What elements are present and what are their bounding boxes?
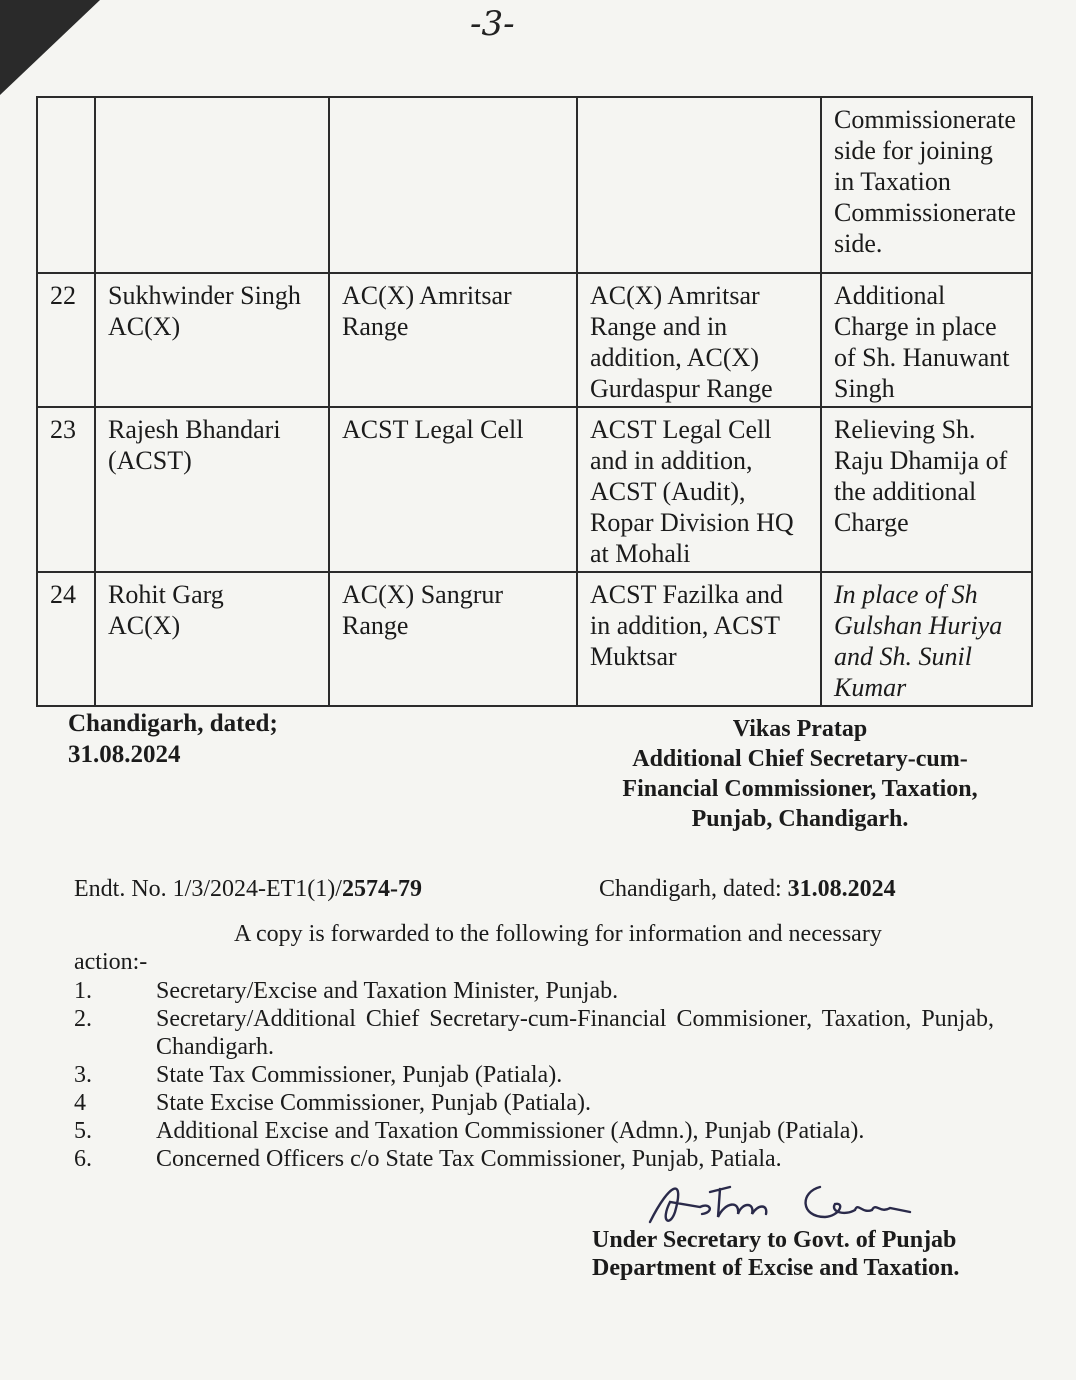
cell-line: in addition, ACST <box>590 611 780 640</box>
cell-line: AC(X) <box>108 312 181 341</box>
cell-line: side for joining <box>834 136 993 165</box>
cell-line: ACST Fazilka and <box>590 580 784 609</box>
list-item <box>74 977 994 1005</box>
list-item-text: State Tax Commissioner, Punjab (Patiala). <box>156 1062 563 1088</box>
cell-line: side. <box>834 229 883 258</box>
endorsement-date-bold: 31.08.2024 <box>787 876 896 902</box>
cell-line: ACST Legal Cell <box>342 415 524 444</box>
cell-line: Rajesh Bhandari <box>108 415 281 444</box>
forwarding-line-2: action:- <box>74 949 148 975</box>
list-item-number: 1. <box>74 978 92 1004</box>
place-date-line2: 31.08.2024 <box>68 741 181 768</box>
cell-line: at Mohali <box>590 539 691 568</box>
new-posting-cell <box>577 407 821 572</box>
forwarding-text <box>74 920 992 976</box>
cell-line: Singh <box>834 374 895 403</box>
list-item-number: 4 <box>74 1090 86 1116</box>
under-secretary-line1: Under Secretary to Govt. of Punjab <box>592 1227 957 1253</box>
signatory-name: Vikas Pratap <box>732 716 868 742</box>
list-item <box>74 1005 994 1061</box>
place-date <box>68 708 278 770</box>
new-posting-cell <box>577 572 821 706</box>
cell-line: In place of Sh <box>834 580 978 609</box>
cell-line: the additional <box>834 477 977 506</box>
list-item-text: Secretary/Excise and Taxation Minister, Punjab. <box>156 978 619 1004</box>
list-item-text: Additional Excise and Taxation Commissioner (Admn.), Punjab (Patiala). <box>156 1118 865 1144</box>
table-row <box>37 407 1032 572</box>
endorsement-prefix: Endt. No. 1/3/2024-ET1(1)/ <box>74 876 342 902</box>
list-item-text: Concerned Officers c/o State Tax Commissioner, Punjab, Patiala. <box>156 1146 782 1172</box>
remarks-cell <box>821 273 1032 407</box>
endorsement-line <box>74 876 994 903</box>
cell-line: Muktsar <box>590 642 677 671</box>
serial-number-cell <box>37 97 95 273</box>
officer-name-cell <box>95 273 329 407</box>
present-posting-cell <box>329 407 577 572</box>
table-row <box>37 97 1032 273</box>
list-item-number: 3. <box>74 1062 92 1088</box>
cell-line: Relieving Sh. <box>834 415 976 444</box>
endorsement-date-prefix: Chandigarh, dated: <box>599 876 788 902</box>
list-item <box>74 1145 994 1173</box>
remarks-cell <box>821 97 1032 273</box>
list-item-number: 2. <box>74 1006 92 1032</box>
serial-number-cell: 23 <box>37 407 95 572</box>
cell-line: Gulshan Huriya <box>834 611 1003 640</box>
list-item <box>74 1061 994 1089</box>
list-item-number: 5. <box>74 1118 92 1144</box>
remarks-cell <box>821 572 1032 706</box>
list-item-text: State Excise Commissioner, Punjab (Patiala). <box>156 1090 591 1116</box>
cell-line: Kumar <box>834 673 907 702</box>
under-secretary-block <box>592 1226 959 1282</box>
cell-line: Sukhwinder Singh <box>108 281 301 310</box>
officer-name-cell <box>95 97 329 273</box>
cell-line: Commissionerate <box>834 198 1016 227</box>
cell-line: Additional <box>834 281 946 310</box>
cell-line: and in addition, <box>590 446 753 475</box>
forwarding-line-1 <box>74 920 992 948</box>
table-row <box>37 273 1032 407</box>
cell-line: of Sh. Hanuwant <box>834 343 1010 372</box>
cell-line: Ropar Division HQ <box>590 508 794 537</box>
endorsement-number-bold: 2574-79 <box>341 876 422 902</box>
cell-line: Range <box>342 312 409 341</box>
cell-line: AC(X) <box>108 611 181 640</box>
signatory-designation-3: Punjab, Chandigarh. <box>691 806 909 832</box>
endorsement-number <box>74 876 422 902</box>
cell-line: Range <box>342 611 409 640</box>
cell-line: Gurdaspur Range <box>590 374 773 403</box>
cell-line: AC(X) Amritsar <box>342 281 512 310</box>
under-secretary-line2: Department of Excise and Taxation. <box>592 1255 960 1281</box>
handwritten-signature <box>640 1172 940 1232</box>
present-posting-cell <box>329 273 577 407</box>
officer-name-cell <box>95 407 329 572</box>
present-posting-cell <box>329 97 577 273</box>
officer-name-cell <box>95 572 329 706</box>
cell-line: (ACST) <box>108 446 192 475</box>
cell-line: addition, AC(X) <box>590 343 759 372</box>
recipient-list <box>74 977 994 1173</box>
endorsement-date <box>599 876 896 903</box>
cell-line: Raju Dhamija of <box>834 446 1008 475</box>
transfer-table <box>36 96 1033 707</box>
list-item-number: 6. <box>74 1146 92 1172</box>
signatory-block <box>560 714 1040 834</box>
new-posting-cell <box>577 273 821 407</box>
transfer-table-body <box>37 97 1032 706</box>
list-item <box>74 1089 994 1117</box>
cell-line: Charge in place <box>834 312 997 341</box>
cell-line: ACST Legal Cell <box>590 415 772 444</box>
list-item <box>74 1117 994 1145</box>
scan-corner-shadow <box>0 0 100 95</box>
cell-line: Range and in <box>590 312 728 341</box>
remarks-cell <box>821 407 1032 572</box>
cell-line: Commissionerate <box>834 105 1016 134</box>
signatory-designation-1: Additional Chief Secretary-cum- <box>632 746 968 772</box>
present-posting-cell <box>329 572 577 706</box>
cell-line: Charge <box>834 508 909 537</box>
new-posting-cell <box>577 97 821 273</box>
cell-line: ACST (Audit), <box>590 477 746 506</box>
forwarding-line-1-text: A copy is forwarded to the following for information and necessary <box>234 921 882 947</box>
serial-number-cell: 22 <box>37 273 95 407</box>
place-date-line1: Chandigarh, dated; <box>68 710 278 737</box>
table-row <box>37 572 1032 706</box>
cell-line: in Taxation <box>834 167 951 196</box>
cell-line: AC(X) Amritsar <box>590 281 760 310</box>
page-number: -3- <box>470 4 515 44</box>
serial-number-cell: 24 <box>37 572 95 706</box>
cell-line: and Sh. Sunil <box>834 642 972 671</box>
cell-line: Rohit Garg <box>108 580 224 609</box>
cell-line: AC(X) Sangrur <box>342 580 504 609</box>
signatory-designation-2: Financial Commissioner, Taxation, <box>622 776 978 802</box>
list-item-text: Secretary/Additional Chief Secretary-cum-Financial Commisioner, Taxation, Punjab, Chandigarh. <box>156 1006 994 1060</box>
